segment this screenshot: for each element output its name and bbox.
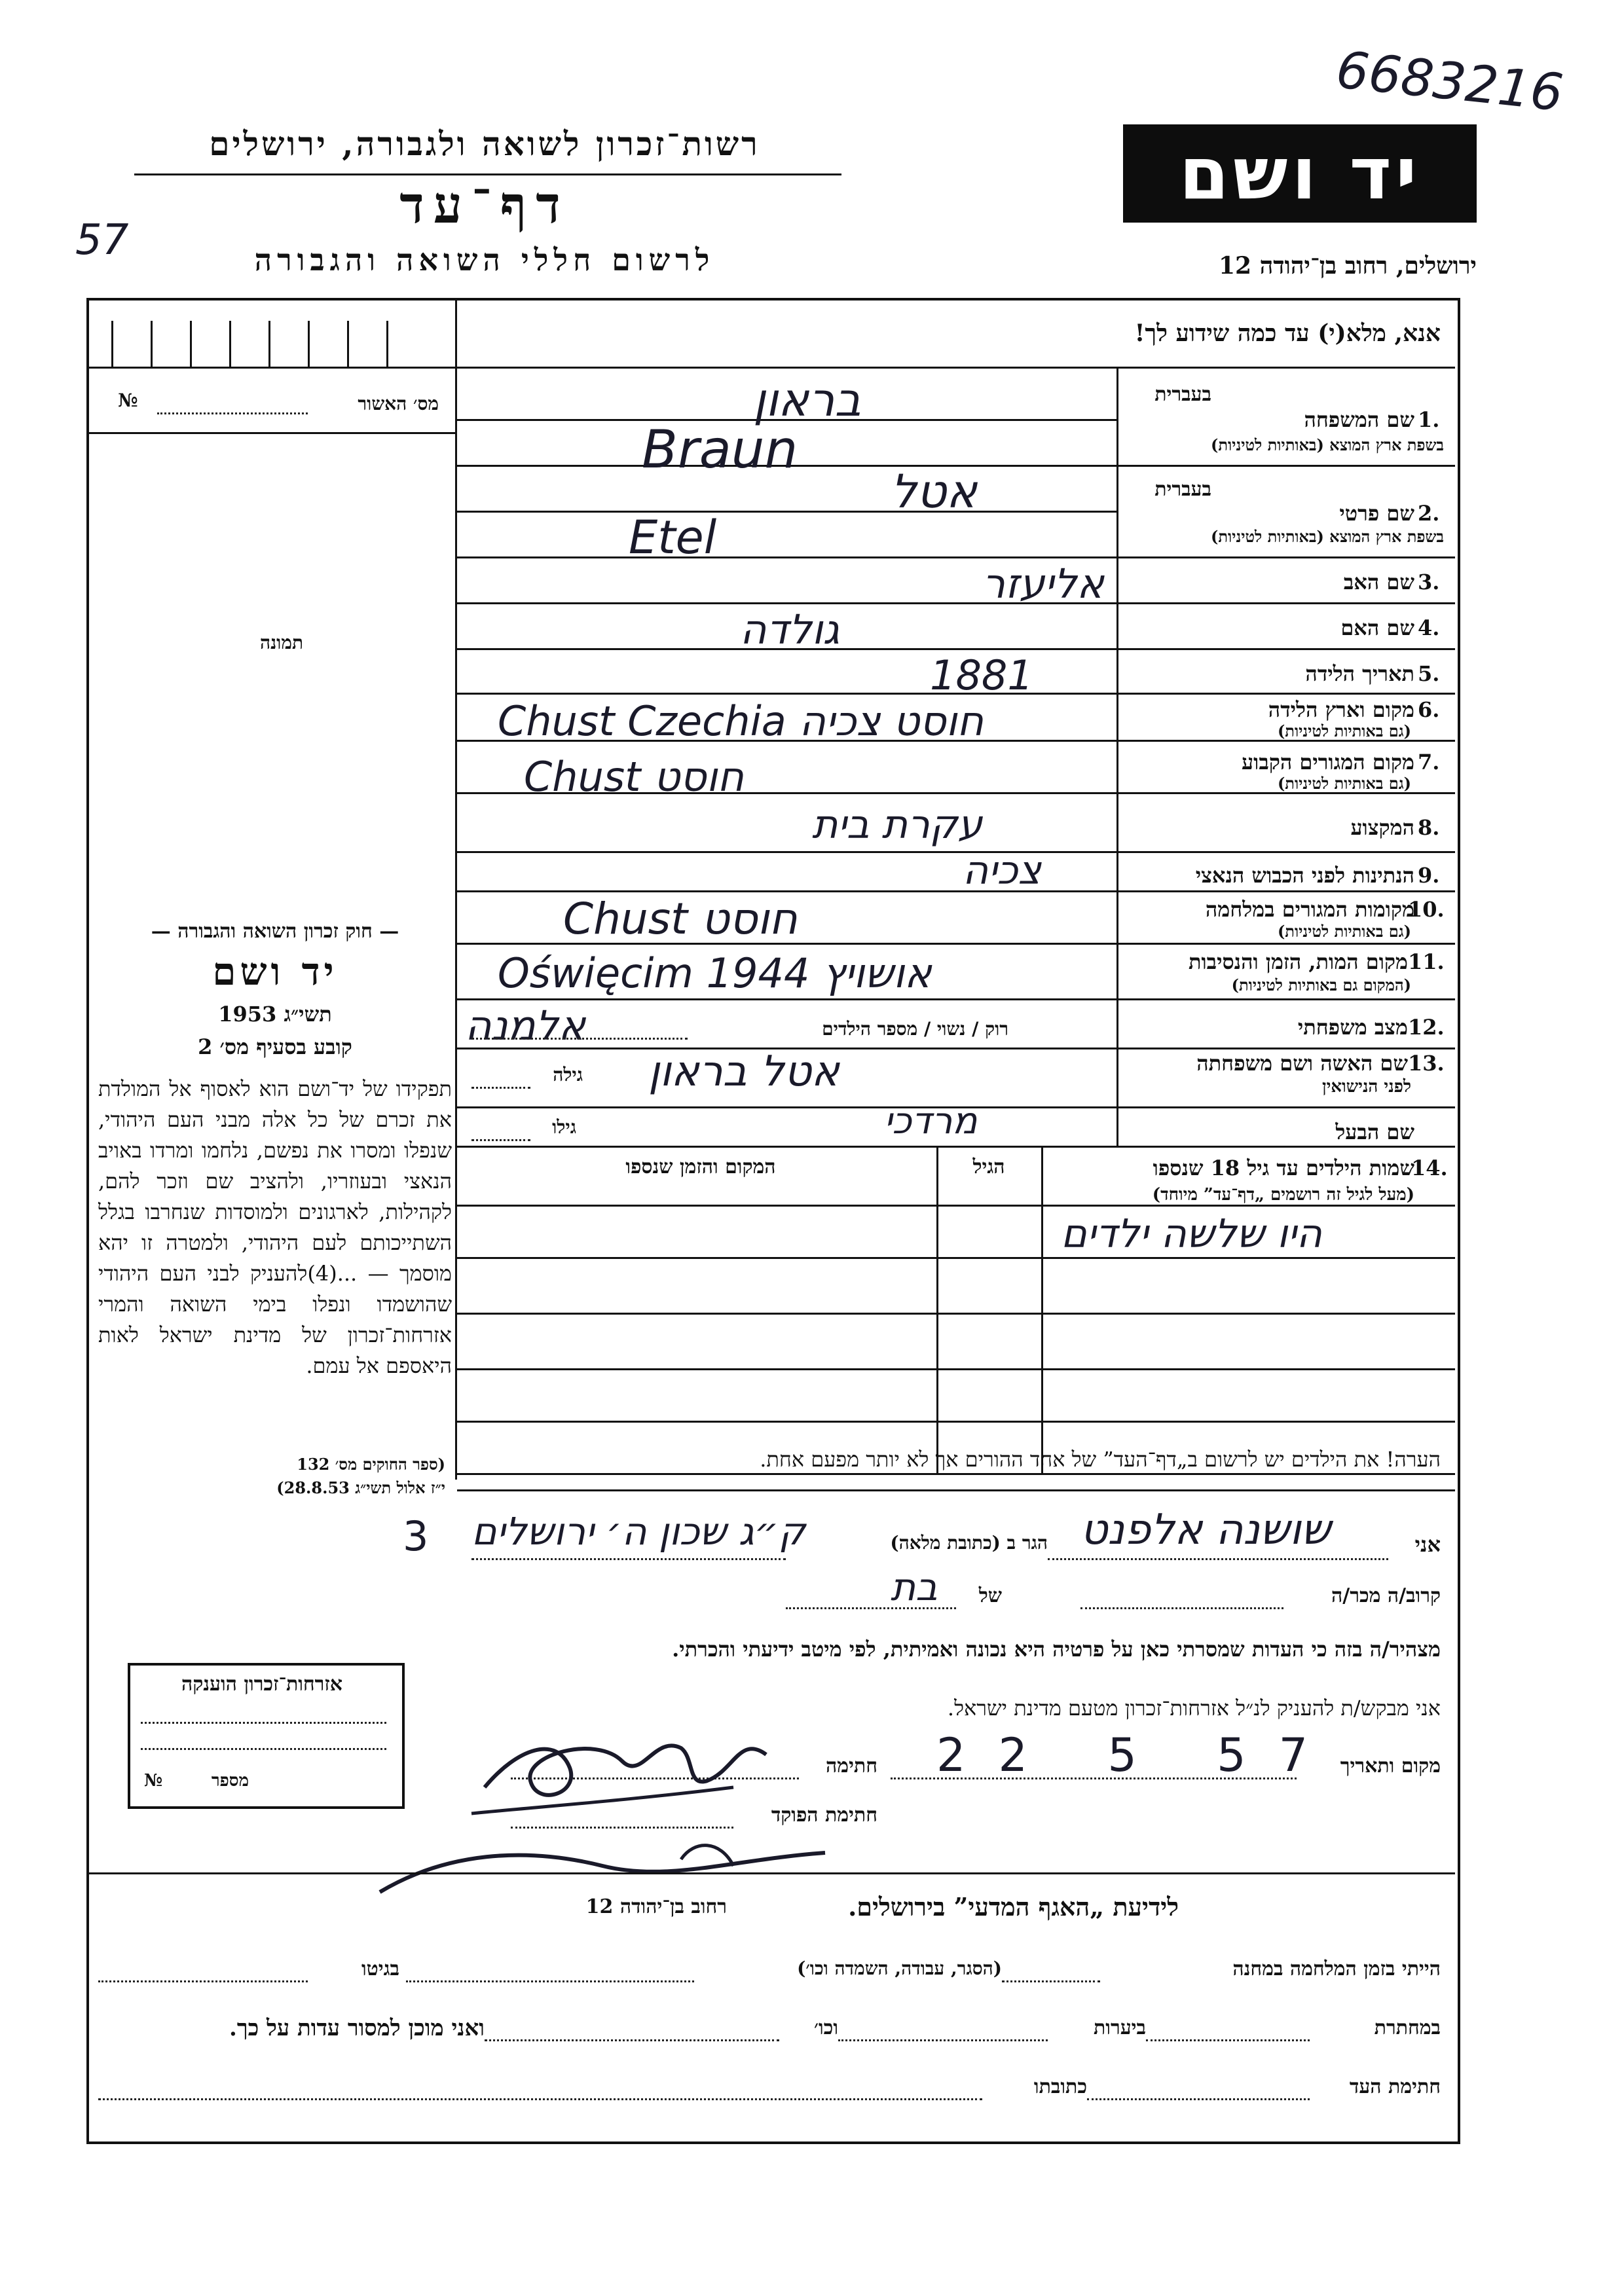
field-1-heb-tag: בעברית: [1154, 383, 1211, 406]
field-13-num: 13.: [1408, 1051, 1445, 1076]
decl-relative-label: קרוב/ה מכר/ה: [1331, 1584, 1441, 1607]
bottom-line2-dots-2: [838, 2039, 1048, 2041]
bottom-line1-dots-2: [406, 1980, 694, 1982]
field-6-value: Chust Czechia חוסט צכיה: [498, 697, 984, 745]
row-rule: [457, 851, 1455, 853]
field-13-label: שם האשה ושם משפחתה: [1196, 1051, 1408, 1076]
bottom-line1-dots-3: [98, 1980, 308, 1982]
field-13-value: אטל בראון: [648, 1048, 840, 1096]
husband-value: מרדכי: [884, 1100, 978, 1142]
row-rule: [457, 1146, 1455, 1148]
header-address: ירושלים, רחוב בן־יהודה 12: [1218, 252, 1477, 280]
field-2-label: שם פרטי: [1339, 501, 1414, 526]
citizenship-box-no: №: [144, 1771, 163, 1791]
field-11-num: 11.: [1408, 949, 1445, 974]
label-column-divider: [1116, 367, 1118, 1146]
field-13-sub: לפני הנישואין: [1321, 1077, 1411, 1097]
law-clause: קובע בסעיף מס׳ 2: [198, 1034, 352, 1059]
field-10-value: Chust חוסט: [563, 894, 798, 944]
bottom-line1-c: בגיטו: [361, 1958, 399, 1980]
bottom-line2-dots-1: [1146, 2039, 1310, 2041]
witness-signature: [458, 1709, 825, 1827]
approval-no-mark: №: [118, 390, 138, 411]
field-7-label: מקום המגורים הקבוע: [1242, 750, 1414, 774]
decl-prefix: אני: [1414, 1532, 1441, 1557]
children-col-divider-2: [1041, 1146, 1043, 1473]
instruction-rule: [455, 367, 1455, 369]
decl-relative-dots: [1080, 1607, 1283, 1609]
field-8-num: 8.: [1418, 815, 1440, 840]
field-10-num: 10.: [1408, 897, 1445, 922]
field-7-num: 7.: [1418, 750, 1440, 774]
form-title: דף־עד: [399, 175, 570, 235]
decl-of-label: של: [978, 1584, 1002, 1607]
approval-strip-bottom: [88, 367, 455, 369]
field-1-num: 1.: [1418, 407, 1440, 432]
field-10-label: מקומות המגורים במלחמה: [1205, 897, 1414, 922]
field-12-label: מצב משפחתי: [1297, 1015, 1408, 1040]
field-12-value: אלמנה: [465, 1002, 586, 1049]
row-rule: [457, 1048, 1455, 1049]
bottom-line3-b: כתובתו: [1033, 2075, 1087, 2098]
field-2-heb-tag: בעברית: [1154, 478, 1211, 501]
approval-bottom-rule: [88, 432, 455, 434]
decl-request: אני מבקש/ת להעניק לנ״ל אזרחות־זכרון מטעם מדינת ישראל.: [947, 1696, 1441, 1721]
row-rule: [457, 998, 1455, 1000]
bottom-line2-c: וכו׳: [814, 2016, 838, 2039]
row-rule: [457, 556, 1455, 558]
field-12-status-options: רוק / נשוי / מספר הילדים: [822, 1018, 1008, 1040]
authority-line: רשות־זכרון לשואה ולגבורה, ירושלים: [209, 124, 760, 163]
children-rule-2: [457, 1257, 1455, 1259]
decl-statement: מצהיר/ה בזה כי העדות שמסרתי כאן על פרטיה היא נכונה ואמיתית, לפי מיטב ידיעתי והכרתי.: [672, 1637, 1441, 1662]
bottom-section-rule: [88, 1872, 1455, 1874]
decl-signature-label: חתימה: [826, 1755, 877, 1777]
field-9-label: הנתינות לפני הכבוש הנאצי: [1195, 863, 1414, 888]
bottom-line2-b: ביערות: [1093, 2016, 1146, 2039]
children-rule-1: [457, 1205, 1455, 1207]
decl-official-sig-label: חתימת הפוקד: [771, 1804, 877, 1827]
bottom-line3-a: חתימת העד: [1349, 2075, 1441, 2098]
field-9-value: צכיה: [963, 848, 1041, 894]
field-1-value-lat: Braun: [642, 419, 798, 480]
field-6-sub: (גם באותיות לטיניות): [1277, 721, 1411, 740]
decl-address: ק״ג שכון ה׳ ירושלים: [471, 1509, 806, 1554]
bottom-line1-b: (הסגר, עבודה, השמדה וכו׳): [797, 1958, 1002, 1979]
field-2-num: 2.: [1418, 501, 1440, 526]
husband-age-label: גילו: [552, 1116, 576, 1138]
children-col-place: המקום והזמן שנספו: [625, 1156, 776, 1178]
decl-date: 22 5 57: [936, 1728, 1341, 1782]
margin-mark: 3: [403, 1512, 429, 1560]
bottom-line2-dots-3: [485, 2039, 779, 2041]
field-4-label: שם האם: [1340, 615, 1414, 640]
field-9-num: 9.: [1418, 863, 1440, 888]
citizenship-dots-2: [141, 1748, 386, 1750]
field-5-label: תאריך הלידה: [1305, 661, 1414, 686]
children-col-divider-1: [936, 1146, 938, 1473]
children-rule-5: [457, 1421, 1455, 1423]
children-sub: (מעל לגיל זה רושמים „דף־עד” מיוחד): [1152, 1185, 1414, 1205]
approval-ticks: [111, 308, 413, 367]
bottom-line1-a: הייתי בזמן המלחמה במחנה: [1232, 1958, 1441, 1980]
children-rule-3: [457, 1313, 1455, 1315]
law-body: תפקידו של יד־ושם הוא לאסוף אל המולדת את זכרם של כל אלה מבני העם היהודי, שנפלו ומסרו את נפשם, נלחמו ומרדו באויב הנאצי ובעוזריו, ולהציב שם וזכר להם, לקהילות, לארגונים ולמוסדות שנחרבו בגלל השתייכותם לעם היהודי, ולמטרה זו יהא מוסמך — ...(4)להעניק לבני העם היהודי שהושמדו ונפלו בימי השואה והמרי אזרחות־זכרון של מדינת ישראל לאות היאספם אל עמם.: [98, 1076, 452, 1378]
field-10-sub: (גם באותיות לטיניות): [1277, 922, 1411, 941]
field-7-value: Chust חוסט: [524, 753, 745, 801]
citizenship-box-title: אזרחות־זכרון הוענקה: [181, 1673, 343, 1696]
approval-strip-divider: [455, 300, 457, 372]
field-3-label: שם האב: [1343, 570, 1414, 594]
yad-vashem-logo: [1123, 124, 1477, 223]
field-8-label: המקצוע: [1350, 815, 1414, 840]
instruction: אנא, מלא(י) עד כמה שידוע לך!: [1134, 319, 1441, 347]
decl-witness-name: שושנה אלפנט: [1080, 1506, 1331, 1554]
field-2-value-heb: אטל: [891, 465, 977, 519]
row-rule: [457, 890, 1455, 892]
law-ref-1: (ספר החוקים מס׳ 132: [297, 1455, 445, 1474]
children-value: היו שלשה ילדים: [1061, 1211, 1322, 1257]
bottom-line3-dots-1: [1087, 2098, 1310, 2100]
archive-number: 6683216: [1333, 41, 1566, 123]
field-12-num: 12.: [1408, 1015, 1445, 1040]
form-subtitle: לרשום חללי השואה והגבורה: [254, 242, 715, 278]
note-rule-top: [457, 1473, 1455, 1475]
decl-residing: הגר ב (כתובת מלאה): [890, 1532, 1048, 1554]
row-subrule: [457, 511, 1118, 513]
field-6-num: 6.: [1418, 697, 1440, 722]
bottom-line1-dots-1: [1002, 1980, 1100, 1982]
decl-of-dots: [786, 1607, 956, 1609]
field-1-label: שם המשפחה: [1304, 407, 1414, 432]
field-12-dots: [471, 1038, 688, 1040]
field-13-age-label: גילה: [553, 1064, 583, 1085]
note-text: הערה! את הילדים יש לרשום ב„דף־העד” של אחד ההורים אך לא יותר מפעם אחת.: [760, 1447, 1441, 1472]
decl-address-dots: [471, 1558, 786, 1560]
decl-name-dots: [1048, 1558, 1388, 1560]
law-year: תשי״ג 1953: [218, 1002, 332, 1027]
law-title: — חוק זכרון השואה והגבורה —: [151, 920, 399, 943]
husband-label: שם הבעל: [1335, 1120, 1414, 1144]
approval-label: מס׳ האשור: [358, 393, 439, 414]
law-name: יד ושם: [212, 949, 338, 994]
field-5-num: 5.: [1418, 661, 1440, 686]
field-4-value: גולדה: [740, 606, 840, 653]
field-8-value: עקרת בית: [812, 802, 983, 848]
row-rule: [457, 602, 1455, 604]
decl-relation: בת: [891, 1565, 938, 1609]
children-col-age: הגיל: [972, 1156, 1005, 1178]
decl-official-dots: [511, 1827, 733, 1829]
citizenship-dots-1: [141, 1722, 386, 1724]
children-num: 14.: [1411, 1156, 1448, 1180]
field-5-value: 1881: [930, 651, 1033, 699]
field-2-value-lat: Etel: [629, 511, 717, 564]
field-3-num: 3.: [1418, 570, 1440, 594]
field-2-sub: בשפת ארץ המוצא (באותיות לטיניות): [1211, 527, 1444, 546]
field-1-sub: בשפת ארץ המוצא (באותיות לטיניות): [1211, 435, 1444, 454]
note-rule-bottom: [457, 1489, 1455, 1491]
field-13-age-dots: [471, 1087, 530, 1089]
approval-dots: [157, 412, 308, 414]
margin-number: 57: [75, 216, 129, 264]
bottom-line2-d: ואני מוכן למסור עדות על כך.: [229, 2015, 485, 2041]
decl-place-date-label: מקום ותאריך: [1340, 1755, 1441, 1777]
law-ref-2: י״ז אלול תשי״ג 28.8.53): [276, 1478, 445, 1497]
field-11-value: Oświęcim אושויץ 1944: [498, 949, 932, 997]
children-rule-4: [457, 1368, 1455, 1370]
photo-label: תמונה: [259, 632, 304, 653]
bottom-address: רחוב בן־יהודה 12: [585, 1895, 727, 1918]
field-3-value: אליעזר: [982, 560, 1104, 608]
citizenship-box-number: מספר: [211, 1771, 249, 1791]
field-11-sub: (המקום גם באותיות לטיניות): [1231, 975, 1411, 994]
field-1-value-heb: בראון: [753, 373, 861, 427]
children-label: שמות הילדים עד גיל 18 שנספו: [1153, 1156, 1414, 1180]
bottom-line3-dots-2: [98, 2098, 982, 2100]
field-4-num: 4.: [1418, 615, 1440, 640]
field-6-label: מקום וארץ הלידה: [1268, 697, 1414, 722]
husband-age-dots: [471, 1139, 530, 1141]
bottom-heading: לידיעת „האגף המדעי” בירושלים.: [848, 1892, 1179, 1922]
row-rule: [457, 648, 1455, 650]
logo-text: יד ושם: [1179, 132, 1421, 215]
field-7-sub: (גם באותיות לטיניות): [1277, 774, 1411, 793]
field-11-label: מקום המות, הזמן והנסיבות: [1188, 949, 1408, 974]
bottom-line2-a: במחתרת: [1374, 2016, 1441, 2039]
